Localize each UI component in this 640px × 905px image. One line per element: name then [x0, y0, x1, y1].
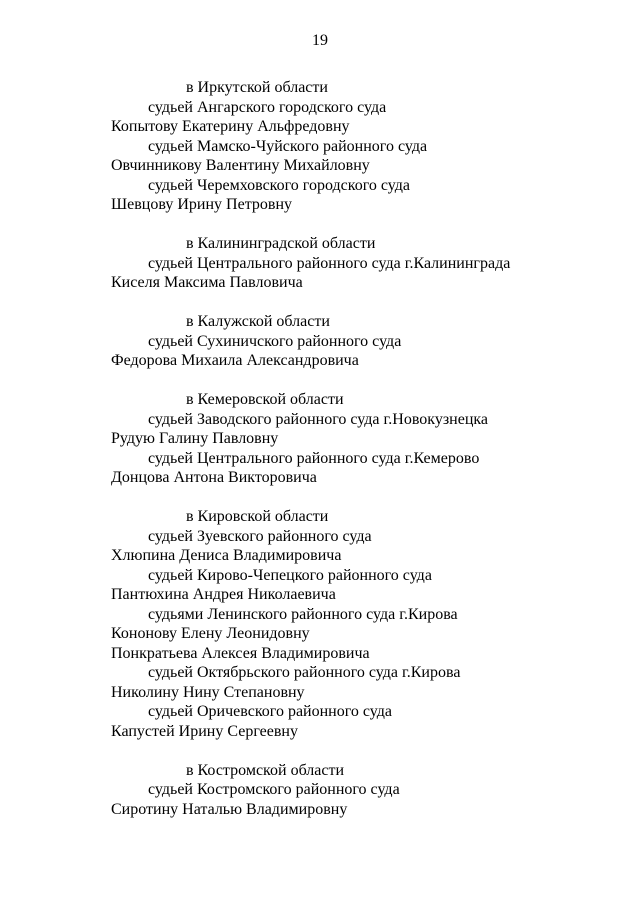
court-line: судьей Оричевского районного суда [148, 703, 393, 720]
court-line: судьей Сухиничского районного суда [148, 332, 402, 350]
judge-name: Николину Нину Степановну [111, 683, 305, 701]
judge-name: Донцова Антона Викторовича [111, 469, 317, 486]
section-gap [0, 371, 640, 391]
page-number: 19 [312, 32, 328, 49]
section-gap [0, 488, 640, 508]
judge-name: Рудую Галину Павловну [111, 430, 279, 447]
court-line: судьей Зуевского районного суда [148, 527, 372, 545]
court-line: судьей Октябрьского районного суда г.Кирова [148, 664, 461, 681]
court-line: судьей Черемховского городского суда [148, 176, 410, 194]
judge-name: Понкратьева Алексея Владимировича [111, 644, 370, 662]
region-heading: в Иркутской области [186, 79, 328, 96]
court-line: судьей Центрального районного суда г.Кемерово [148, 449, 480, 467]
court-line: судьями Ленинского районного суда г.Кирова [148, 605, 458, 623]
region-heading: в Костромской области [186, 761, 345, 779]
judge-name: Капустей Ирину Сергеевну [111, 722, 298, 740]
region-heading: в Калининградской области [186, 235, 376, 252]
judge-name: Кононову Елену Леонидовну [111, 625, 310, 642]
court-line: судьей Заводского районного суда г.Новокузнецка [148, 410, 489, 428]
section-gap [0, 215, 640, 235]
judge-name: Федорова Михаила Александровича [111, 352, 359, 369]
judge-name: Копытову Екатерину Альфредовну [111, 118, 350, 135]
judge-name: Пантюхина Андрея Николаевича [111, 586, 336, 603]
judge-name: Киселя Максима Павловича [111, 274, 303, 291]
court-line: судьей Ангарского городского суда [148, 98, 387, 116]
section-gap [0, 741, 640, 761]
region-heading: в Кировской области [186, 508, 329, 525]
court-line: судьей Мамско-Чуйского районного суда [148, 137, 428, 155]
judge-name: Хлюпина Дениса Владимировича [111, 547, 342, 564]
section-gap [0, 293, 640, 313]
court-line: судьей Кирово-Чепецкого районного суда [148, 566, 432, 584]
court-line: судьей Центрального районного суда г.Калининграда [148, 254, 511, 272]
region-heading: в Кемеровской области [186, 391, 344, 408]
judge-name: Овчинникову Валентину Михайловну [111, 157, 370, 174]
court-line: судьей Костромского районного суда [148, 781, 400, 798]
judge-name: Шевцову Ирину Петровну [111, 196, 293, 213]
document-body [0, 78, 640, 819]
judge-name: Сиротину Наталью Владимировну [111, 800, 348, 818]
region-heading: в Калужской области [186, 313, 330, 330]
